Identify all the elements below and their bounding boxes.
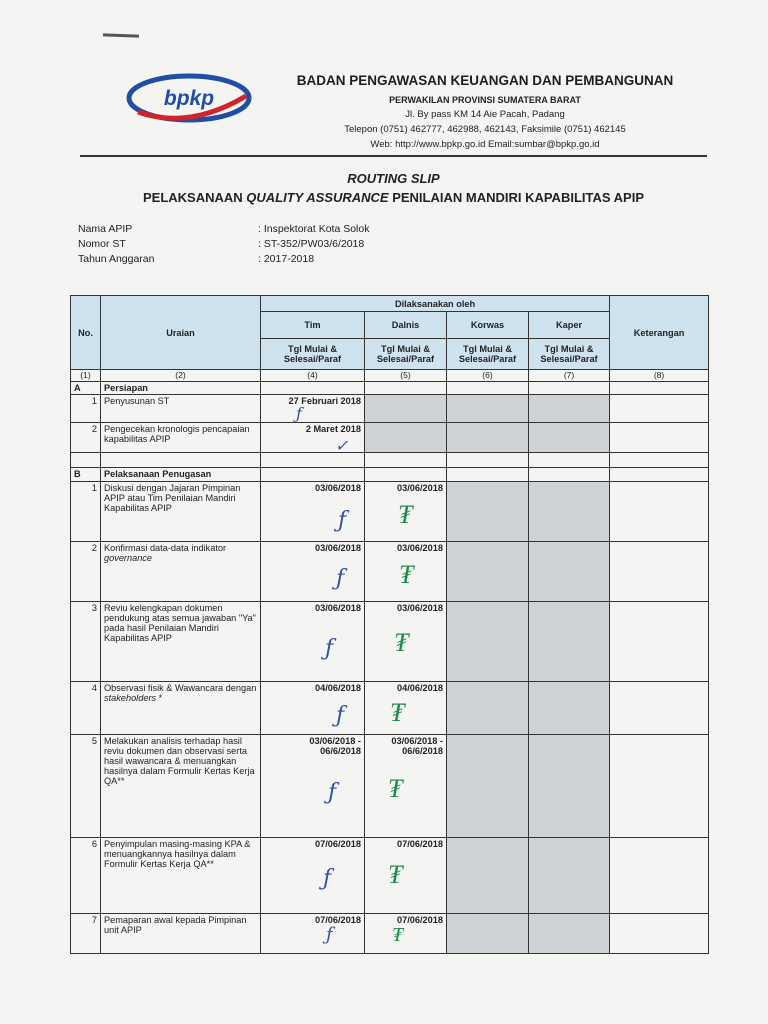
header-tgl-l2: Selesai/Paraf	[540, 354, 598, 364]
meta-label: Nomor ST	[78, 238, 126, 250]
header-tgl	[261, 339, 365, 370]
row-text-italic: stakeholders	[104, 693, 157, 703]
paraf-mark: ✓	[335, 436, 349, 455]
header-kaper: Kaper	[529, 312, 610, 339]
header-tgl	[365, 339, 447, 370]
meta-value: : Inspektorat Kota Solok	[258, 223, 370, 235]
section-row	[71, 468, 709, 482]
date-dalnis: 03/06/2018	[365, 482, 447, 542]
row-no: 1	[71, 482, 101, 542]
header-rule	[80, 155, 707, 157]
col-num: (7)	[529, 370, 610, 382]
address: Jl. By pass KM 14 Aie Pacah, Padang	[405, 109, 565, 120]
date-tim: 03/06/2018	[261, 482, 365, 542]
paraf-mark: ₮	[390, 698, 405, 728]
header-tgl	[447, 339, 529, 370]
header-korwas: Korwas	[447, 312, 529, 339]
branch-name: PERWAKILAN PROVINSI SUMATERA BARAT	[389, 95, 581, 105]
date-tim: 27 Februari 2018	[261, 395, 365, 423]
date-dalnis: 03/06/2018	[365, 602, 447, 682]
paraf-mark: ₮	[398, 500, 413, 530]
date-line: 03/06/2018 -	[391, 736, 443, 746]
date-dalnis	[365, 735, 447, 838]
paraf-mark: ƒ	[323, 866, 332, 891]
date-line: 06/6/2018	[402, 746, 443, 756]
paraf-mark: ƒ	[336, 566, 345, 591]
date-dalnis: 04/06/2018	[365, 682, 447, 735]
section-row	[71, 382, 709, 395]
row-no: 5	[71, 735, 101, 838]
paraf-mark: ƒ	[338, 508, 347, 533]
header-tgl-l2: Selesai/Paraf	[283, 354, 342, 364]
meta-label: Nama APIP	[78, 223, 133, 235]
paraf-mark: ƒ	[336, 703, 345, 728]
meta-value: : ST-352/PW03/6/2018	[258, 238, 365, 250]
paraf-mark: ƒ	[326, 924, 333, 945]
header-tim: Tim	[261, 312, 365, 339]
date-tim: 2 Maret 2018	[261, 423, 365, 453]
row-text: Pengecekan kronologis pencapaian kapabilitas APIP	[101, 423, 261, 453]
row-no: 2	[71, 542, 101, 602]
section-code: A	[71, 382, 101, 395]
header-keterangan: Keterangan	[610, 296, 709, 370]
row-text: Reviu kelengkapan dokumen pendukung atas semua jawaban "Ya" pada hasil Penilaian Mandiri Kapabilitas APIP	[101, 602, 261, 682]
date-line: 03/06/2018 -	[309, 736, 361, 746]
section-name: Pelaksanaan Penugasan	[101, 468, 261, 482]
header-tgl-l1: Tgl Mulai &	[544, 344, 594, 354]
pen-mark	[103, 33, 139, 37]
letterhead	[290, 73, 680, 150]
paraf-mark: ₮	[399, 560, 414, 590]
row-text	[101, 682, 261, 735]
header-tgl	[529, 339, 610, 370]
date-tim: 03/06/2018	[261, 542, 365, 602]
meta-value: : 2017-2018	[258, 253, 315, 265]
subtitle-part: PELAKSANAAN	[142, 190, 247, 205]
row-no: 7	[71, 914, 101, 954]
row-text-italic: governance	[104, 553, 153, 563]
date-tim: 07/06/2018	[261, 838, 365, 914]
date-tim: 03/06/2018	[261, 602, 365, 682]
date-tim	[261, 735, 365, 838]
header-tgl-l1: Tgl Mulai &	[381, 344, 430, 354]
row-text	[101, 542, 261, 602]
paraf-mark: ₮	[394, 628, 409, 658]
header-tgl-l1: Tgl Mulai &	[288, 344, 337, 354]
phone: Telepon (0751) 462777, 462988, 462143, Faksimile (0751) 462145	[344, 124, 626, 135]
date-tim: 07/06/2018	[261, 914, 365, 954]
row-text: Diskusi dengan Jajaran Pimpinan APIP atau Tim Penilaian Mandiri Kapabilitas APIP	[101, 482, 261, 542]
doc-subtitle	[80, 190, 707, 205]
logo-text: bpkp	[163, 87, 215, 110]
row-no: 4	[71, 682, 101, 735]
col-num: (8)	[610, 370, 709, 382]
date-dalnis: 03/06/2018	[365, 542, 447, 602]
col-num: (5)	[365, 370, 447, 382]
row-no: 6	[71, 838, 101, 914]
col-num: (4)	[261, 370, 365, 382]
date-line: 06/6/2018	[320, 746, 361, 756]
row-no: 1	[71, 395, 101, 423]
web-email: Web: http://www.bpkp.go.id Email:sumbar@bpkp.go.id	[370, 139, 600, 150]
paraf-mark: ƒ	[296, 404, 302, 423]
doc-title: ROUTING SLIP	[347, 171, 440, 186]
row-text-part: Konfirmasi data-data indikator	[104, 543, 227, 553]
header-no: No.	[71, 296, 101, 370]
section-code: B	[71, 468, 101, 482]
table-row	[71, 482, 709, 542]
table-row	[71, 914, 709, 954]
subtitle-part: PENILAIAN MANDIRI KAPABILITAS APIP	[388, 190, 645, 205]
row-text: Pemaparan awal kepada Pimpinan unit APIP	[101, 914, 261, 954]
header-tgl-l2: Selesai/Paraf	[376, 354, 435, 364]
header-tgl-l2: Selesai/Paraf	[458, 354, 517, 364]
table-row	[71, 602, 709, 682]
meta-block	[78, 222, 369, 267]
table-row	[71, 423, 709, 453]
col-num: (6)	[447, 370, 529, 382]
col-num: (1)	[71, 370, 101, 382]
meta-label: Tahun Anggaran	[78, 253, 155, 265]
row-text: Penyusunan ST	[101, 395, 261, 423]
paraf-mark: ƒ	[328, 780, 337, 805]
org-name: BADAN PENGAWASAN KEUANGAN DAN PEMBANGUNAN	[296, 73, 674, 88]
row-text: Melakukan analisis terhadap hasil reviu dokumen dan observasi serta hasil wawancara & menuangkan hasilnya dalam Formulir Kertas Kerja QA**	[101, 735, 261, 838]
date-dalnis: 07/06/2018	[365, 914, 447, 954]
row-text-part: *	[156, 693, 163, 703]
bpkp-logo	[126, 72, 252, 124]
table-row	[71, 395, 709, 423]
date-dalnis: 07/06/2018	[365, 838, 447, 914]
row-no: 2	[71, 423, 101, 453]
row-text-part: Observasi fisik & Wawancara dengan	[104, 683, 257, 693]
header-dalnis: Dalnis	[365, 312, 447, 339]
subtitle-italic: QUALITY ASSURANCE	[246, 190, 389, 205]
row-text: Penyimpulan masing-masing KPA & menuangkannya hasilnya dalam Formulir Kertas Kerja QA**	[101, 838, 261, 914]
col-num: (2)	[101, 370, 261, 382]
routing-table	[70, 295, 709, 954]
table-row	[71, 542, 709, 602]
header-dilaksanakan: Dilaksanakan oleh	[261, 296, 610, 312]
section-name: Persiapan	[101, 382, 261, 395]
paraf-mark: ₮	[388, 860, 403, 890]
paraf-mark: ƒ	[325, 636, 334, 661]
paraf-mark: ₮	[388, 774, 403, 804]
paraf-mark: ₮	[392, 922, 404, 946]
date-tim: 04/06/2018	[261, 682, 365, 735]
header-uraian: Uraian	[101, 296, 261, 370]
row-no: 3	[71, 602, 101, 682]
header-tgl-l1: Tgl Mulai &	[463, 344, 512, 354]
